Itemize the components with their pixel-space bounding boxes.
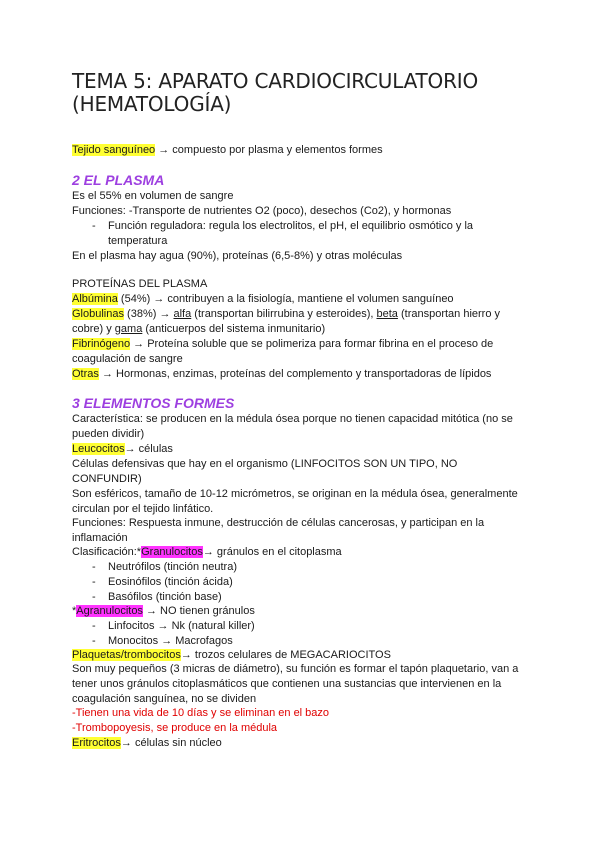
plaquetas-vida: -Tienen una vida de 10 días y se eliminan en el bazo bbox=[72, 707, 330, 719]
otras-line bbox=[72, 367, 532, 382]
neutrofilos: Neutrófilos (tinción neutra) bbox=[108, 561, 238, 573]
eosinofilos: Eosinófilos (tinción ácida) bbox=[108, 576, 233, 588]
bullet-dash: - bbox=[92, 591, 96, 603]
glob-c: (transportan hierro y cobre) y bbox=[72, 308, 501, 335]
plasma-funcion2: Función reguladora: regula los electrolitos, el pH, el equilibrio osmótico y la temperatura bbox=[108, 220, 474, 247]
fibrinogeno-rest: → Proteína soluble que se polimeriza para formar fibrina en el proceso de coagulación de sangre bbox=[72, 338, 494, 365]
agranulocitos-line bbox=[72, 604, 532, 619]
eritrocitos-rest: → células sin núcleo bbox=[120, 737, 222, 749]
linfocitos: Linfocitos → Nk (natural killer) bbox=[108, 620, 255, 632]
funciones-leucocitos: Funciones: Respuesta inmune, destrucción de células cancerosas, y participan en la inflamación bbox=[72, 517, 485, 544]
bullet-dash: - bbox=[92, 620, 96, 632]
eritrocitos-line bbox=[72, 736, 532, 751]
term-agranulocitos: Agranulocitos bbox=[76, 605, 143, 617]
clasif-rest: → gránulos en el citoplasma bbox=[202, 546, 342, 558]
clasif-pre: Clasificación:* bbox=[72, 546, 142, 558]
otras-rest: → Hormonas, enzimas, proteínas del complemento y transportadoras de lípidos bbox=[98, 368, 492, 380]
plaquetas-line bbox=[72, 648, 532, 663]
term-otras: Otras bbox=[72, 368, 99, 380]
heading-elementos-formes: 3 ELEMENTOS FORMES bbox=[72, 395, 235, 411]
term-eritrocitos: Eritrocitos bbox=[72, 737, 121, 749]
term-gama: gama bbox=[114, 323, 143, 335]
caracteristica: Característica: se producen en la médula ósea porque no tienen capacidad mitótica (no se pueden dividir) bbox=[72, 413, 513, 440]
heading-proteinas: PROTEÍNAS DEL PLASMA bbox=[72, 278, 208, 290]
term-alfa: alfa bbox=[173, 308, 192, 320]
leucocitos-line bbox=[72, 442, 532, 457]
bullet-dash: - bbox=[92, 635, 96, 647]
term-fibrinogeno: Fibrinógeno bbox=[72, 338, 131, 350]
bullet-dash: - bbox=[92, 220, 96, 232]
intro-line bbox=[72, 143, 532, 158]
heading-plasma: 2 EL PLASMA bbox=[72, 172, 165, 188]
agran-rest: → NO tienen gránulos bbox=[142, 605, 255, 617]
fibrinogeno-line bbox=[72, 337, 512, 367]
defensivas: Células defensivas que hay en el organismo (LINFOCITOS SON UN TIPO, NO CONFUNDIR) bbox=[72, 458, 458, 485]
clasificacion-line bbox=[72, 545, 532, 560]
leucocitos-rest: → células bbox=[124, 443, 173, 455]
esfericos: Son esféricos, tamaño de 10-12 micrómetros, se originan en la médula ósea, generalmente circulan por el tejido linfático. bbox=[72, 488, 518, 515]
bullet-dash: - bbox=[92, 576, 96, 588]
term-beta: beta bbox=[376, 308, 398, 320]
plasma-line1: Es el 55% en volumen de sangre bbox=[72, 190, 234, 202]
plasma-agua: En el plasma hay agua (90%), proteínas (6,5-8%) y otras moléculas bbox=[72, 250, 403, 262]
albumina-line bbox=[72, 292, 532, 307]
term-plaquetas: Plaquetas/trombocitos bbox=[72, 649, 181, 661]
term-albumina: Albúmina bbox=[72, 293, 118, 305]
basofilos: Basófilos (tinción base) bbox=[108, 591, 222, 603]
glob-d: (anticuerpos del sistema inmunitario) bbox=[142, 323, 326, 335]
globulinas-line bbox=[72, 307, 512, 337]
term-tejido-sanguineo: Tejido sanguíneo bbox=[72, 144, 156, 156]
trombopoyesis: -Trombopoyesis, se produce en la médula bbox=[72, 722, 278, 734]
monocitos: Monocitos → Macrofagos bbox=[108, 635, 233, 647]
albumina-rest: (54%) → contribuyen a la fisiología, mantiene el volumen sanguíneo bbox=[117, 293, 454, 305]
glob-b: (transportan bilirrubina y esteroides), bbox=[191, 308, 377, 320]
term-granulocitos: Granulocitos bbox=[141, 546, 203, 558]
intro-rest: → compuesto por plasma y elementos formes bbox=[155, 144, 383, 156]
agran-pre: * bbox=[72, 605, 77, 617]
glob-a: (38%) → bbox=[123, 308, 174, 320]
plasma-funciones: Funciones: -Transporte de nutrientes O2 (poco), desechos (Co2), y hormonas bbox=[72, 205, 452, 217]
term-leucocitos: Leucocitos bbox=[72, 443, 125, 455]
page-title: TEMA 5: APARATO CARDIOCIRCULATORIO (HEMATOLOGÍA) bbox=[72, 69, 479, 116]
bullet-dash: - bbox=[92, 561, 96, 573]
term-globulinas: Globulinas bbox=[72, 308, 124, 320]
plaquetas-desc: Son muy pequeños (3 micras de diámetro), su función es formar el tapón plaquetario, van a tener unos gránulos citoplasmáticos que contienen una sustancias que intervienen en la coagulación sanguínea, no se dividen bbox=[72, 663, 519, 705]
plaquetas-rest: → trozos celulares de MEGACARIOCITOS bbox=[180, 649, 391, 661]
